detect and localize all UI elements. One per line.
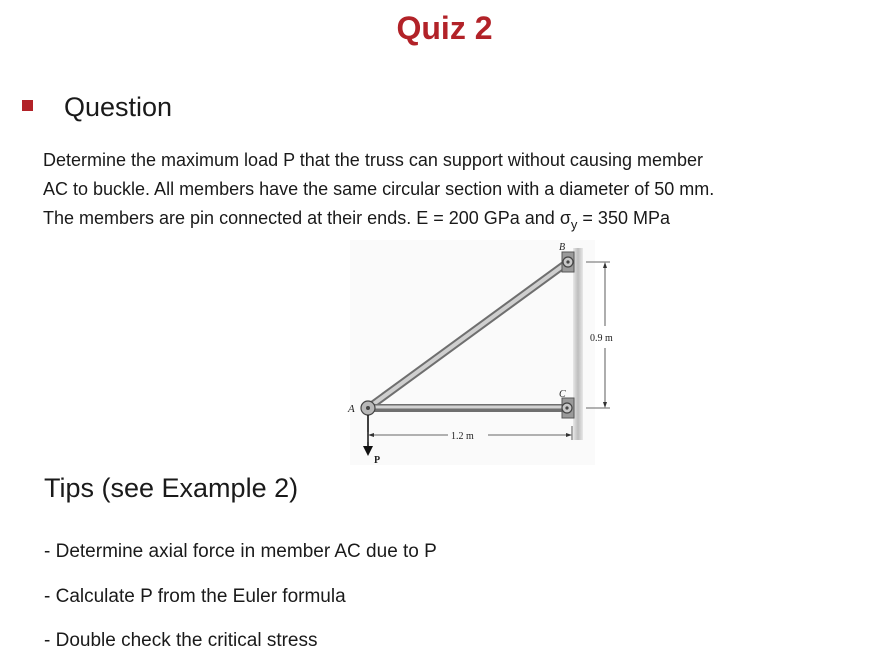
sigma-symbol: σ: [559, 208, 571, 228]
slide-title: Quiz 2: [396, 10, 493, 46]
tips-heading: Tips (see Example 2): [44, 473, 299, 503]
problem-line-1: Determine the maximum load P that the truss can support without causing member: [43, 150, 703, 170]
truss-figure: [330, 240, 630, 470]
tip-item: - Determine axial force in member AC due to P: [44, 541, 437, 562]
label-p: P: [374, 455, 381, 466]
label-a: A: [348, 403, 355, 415]
joint-a: [361, 401, 375, 415]
dim-vertical-label: 0.9 m: [590, 333, 613, 344]
problem-line-3-text: The members are pin connected at their ends. E = 200 GPa and: [43, 208, 560, 228]
problem-statement: [43, 146, 873, 234]
problem-line-3: [43, 204, 873, 234]
dim-horizontal-label: 1.2 m: [451, 431, 474, 442]
sigma-subscript: y: [570, 217, 578, 232]
problem-line-3-end: = 350 MPa: [577, 208, 670, 228]
label-c: C: [559, 389, 566, 400]
bullet-square-icon: [22, 100, 33, 111]
problem-line-2: AC to buckle. All members have the same circular section with a diameter of 50 mm.: [43, 179, 715, 199]
section-heading: Question: [64, 92, 173, 122]
label-b: B: [559, 242, 566, 253]
tip-item: - Calculate P from the Euler formula: [44, 586, 346, 607]
pin-support-c: [562, 398, 574, 418]
truss-diagram: [330, 240, 630, 470]
pin-support-b: [562, 252, 574, 272]
tip-item: - Double check the critical stress: [44, 630, 318, 651]
